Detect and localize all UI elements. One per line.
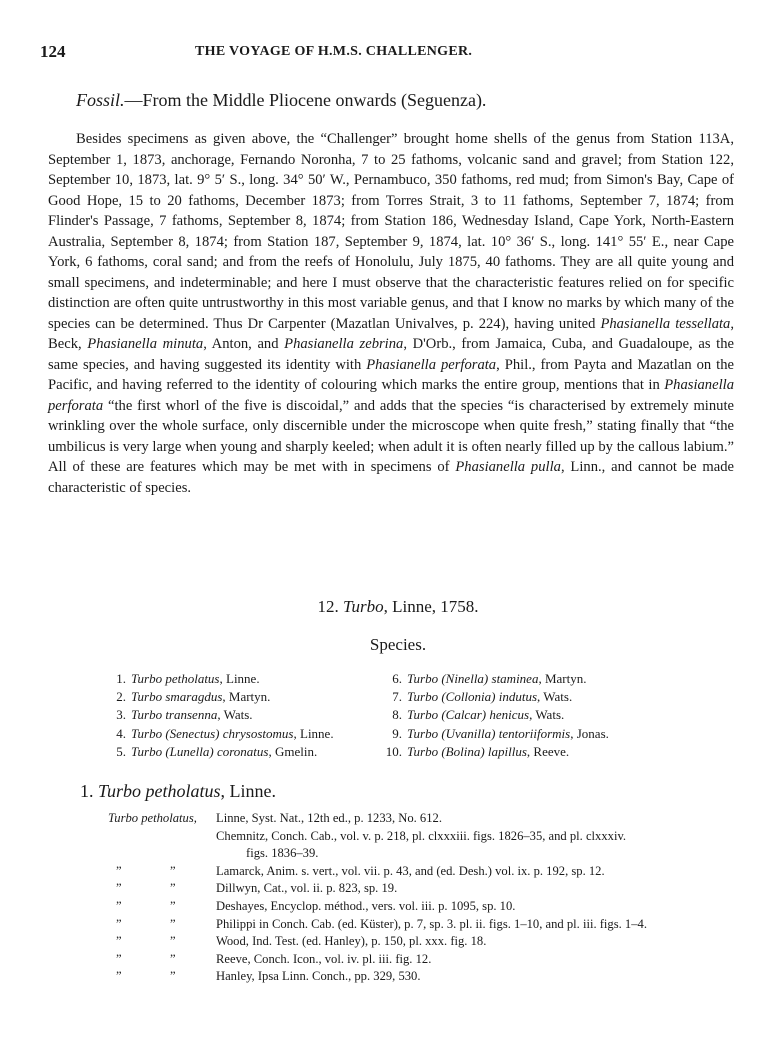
ditto-mark: ” xyxy=(170,881,176,896)
synonym-reference: Dillwyn, Cat., vol. ii. p. 823, sp. 19. xyxy=(216,881,398,896)
species-name: Turbo (Collonia) indutus xyxy=(407,689,538,705)
ditto-mark: ” xyxy=(170,916,176,931)
ditto-mark: ” xyxy=(170,863,176,878)
genus-name: Turbo xyxy=(342,597,384,616)
species-name: Turbo (Lunella) coronatus xyxy=(131,743,269,759)
ditto-mark: ” xyxy=(116,916,122,931)
synonym-reference: Linne, Syst. Nat., 12th ed., p. 1233, No. 612. xyxy=(216,811,442,825)
ditto-mark: ” xyxy=(170,934,176,949)
genus-heading xyxy=(0,597,776,617)
ditto-marks xyxy=(108,863,216,881)
species-number: 9. xyxy=(392,725,402,741)
ditto-mark: ” xyxy=(116,898,122,913)
species-author: , Linne. xyxy=(293,725,334,741)
ditto-marks xyxy=(108,916,216,934)
species-name: Turbo petholatus xyxy=(131,671,220,686)
entry-number: 1. xyxy=(80,781,94,801)
species-name: Turbo (Bolina) lapillus xyxy=(407,743,527,759)
synonym-row xyxy=(108,828,748,846)
species-number: 2. xyxy=(116,689,126,705)
fossil-text: —From the Middle Pliocene onwards (Seguenza). xyxy=(124,90,487,110)
species-item xyxy=(108,725,408,743)
synonym-reference: Deshayes, Encyclop. méthod., vers. vol. iii. p. 1095, sp. 10. xyxy=(216,898,516,913)
running-title: THE VOYAGE OF H.M.S. CHALLENGER. xyxy=(195,44,473,59)
entry-author: , Linne. xyxy=(220,781,277,801)
text-run: , Phil., from Payta and Mazatlan on the Pacific, and having referred to the identity of colouring which marks the entire group, mentions that in xyxy=(48,356,734,393)
species-number: 4. xyxy=(116,725,126,741)
species-author: , Wats. xyxy=(529,707,565,723)
species-name: Turbo transenna xyxy=(131,707,218,723)
page-header xyxy=(40,42,740,64)
ditto-marks xyxy=(108,951,216,969)
species-number: 10. xyxy=(385,743,402,759)
species-number: 7. xyxy=(392,689,402,705)
species-author: , Jonas. xyxy=(570,725,609,741)
species-name: Turbo (Ninella) staminea xyxy=(407,671,539,686)
species-name: Phasianella perforata xyxy=(48,377,734,414)
page-number: 124 xyxy=(40,42,66,61)
species-author: , Linne. xyxy=(219,671,260,686)
synonym-name xyxy=(108,828,216,846)
synonym-row xyxy=(108,951,748,969)
synonym-row xyxy=(108,933,748,951)
species-name: Turbo smaragdus xyxy=(131,689,223,705)
synonym-row xyxy=(108,810,748,828)
ditto-marks xyxy=(108,968,216,986)
fossil-label: Fossil. xyxy=(76,90,125,110)
fossil-note xyxy=(76,90,486,111)
species-item xyxy=(108,706,408,724)
species-name: Phasianella minuta xyxy=(87,336,204,352)
synonym-reference: figs. 1836–39. xyxy=(246,846,319,861)
synonym-row xyxy=(108,845,748,863)
species-item xyxy=(378,743,698,761)
species-name: Turbo (Senectus) chrysostomus xyxy=(131,725,294,741)
ditto-mark: ” xyxy=(116,863,122,878)
species-name: Turbo (Calcar) henicus xyxy=(407,707,530,723)
text-run: “the first whorl of the five is discoidal,” and adds that the species “is characterised by extremely minute wrinkling over the whole surface, only discernible under the microscope when quite fresh,” stating finally that “the umbilicus is very large when young and sharply keeled; when adult it is often nearly filled up by the callous labium.” All of these are features which may be met with in specimens of xyxy=(48,397,734,475)
text-run: , Anton, and xyxy=(203,336,285,352)
entry-heading xyxy=(80,781,276,802)
species-heading: Species. xyxy=(369,635,427,654)
ditto-marks xyxy=(108,898,216,916)
ditto-marks xyxy=(108,933,216,951)
synonym-name: Turbo petholatus, xyxy=(108,811,197,825)
text-run: , D'Orb., from Jamaica, Cuba, and Guadaloupe, as the same species, and having suggested its identity with xyxy=(48,336,734,373)
synonym-reference: Lamarck, Anim. s. vert., vol. vii. p. 43, and (ed. Desh.) vol. ix. p. 192, sp. 12. xyxy=(216,863,605,878)
ditto-mark: ” xyxy=(170,951,176,966)
species-author: , Gmelin. xyxy=(268,743,318,759)
species-number: 8. xyxy=(392,707,402,723)
ditto-mark: ” xyxy=(116,951,122,966)
species-name: Phasianella tessellata xyxy=(600,315,731,332)
ditto-mark: ” xyxy=(116,934,122,949)
species-number: 6. xyxy=(392,671,402,686)
species-name: Phasianella zebrina xyxy=(284,336,404,352)
synonym-row xyxy=(108,968,748,986)
species-author: , Martyn. xyxy=(538,671,587,686)
species-number: 5. xyxy=(116,743,126,759)
synonym-reference: Chemnitz, Conch. Cab., vol. v. p. 218, pl. clxxxiii. figs. 1826–35, and pl. clxxxiv. xyxy=(216,828,627,843)
synonym-reference: Philippi in Conch. Cab. (ed. Küster), p. 7, sp. 3. pl. ii. figs. 1–10, and pl. iii. figs. 1–4. xyxy=(216,916,647,931)
species-name: Turbo (Uvanilla) tentoriiformis xyxy=(407,725,571,741)
synonym-reference: Wood, Ind. Test. (ed. Hanley), p. 150, pl. xxx. fig. 18. xyxy=(216,934,487,949)
text-run: , Beck, xyxy=(48,315,735,352)
synonym-reference: Hanley, Ipsa Linn. Conch., pp. 329, 530. xyxy=(216,969,421,984)
ditto-marks xyxy=(108,880,216,898)
text-run: Besides specimens as given above, the “Challenger” brought home shells of the genus from Station 113A, September 1, 1873, anchorage, Fernando Noronha, 7 to 25 fathoms, volcanic sand and gravel; from Station 122, September 10, 1873, lat. 9° 5′ S., long. 34° 50′ W., Pernambuco, 350 fathoms, red mud; from Simon's Bay, Cape of Good Hope, 15 to 20 fathoms, December 1873; from Torres Strait, 3 to 11 fathoms, September 7, 1874; from Flinder's Passage, 7 fathoms, September 8, 1874; from Station 186, Wednesday Island, Cape York, North-Eastern Australia, September 8, 1874; from Station 187, September 9, 1874, lat. 10° 36′ S., long. 141° 55′ E., near Cape York, 6 fathoms, coral sand; and from the reefs of Honolulu, July 1875, 40 fathoms. They are all quite young and small specimens, and indeterminable; and here I must observe that the characteristic features relied on for specific distinction are often quite untrustworthy in this most variable genus, and that I know no marks by which many of the species can be determined. Thus Dr Carpenter (Mazatlan Univalves, p. 224), having united xyxy=(48,131,734,332)
ditto-mark: ” xyxy=(116,969,122,984)
species-number: 1. xyxy=(116,671,126,686)
species-item xyxy=(378,670,698,688)
ditto-mark: ” xyxy=(170,969,176,984)
species-author: , Martyn. xyxy=(222,689,271,705)
synonym-row xyxy=(108,916,748,934)
genus-author: , Linne, 1758. xyxy=(383,597,479,616)
synonym-reference: Reeve, Conch. Icon., vol. iv. pl. iii. fig. 12. xyxy=(216,951,432,966)
species-author: , Wats. xyxy=(537,689,573,705)
ditto-mark: ” xyxy=(116,881,122,896)
species-author: , Wats. xyxy=(217,707,253,723)
species-item xyxy=(378,706,698,724)
species-item xyxy=(378,725,698,743)
synonymy-list xyxy=(108,810,748,986)
synonym-row xyxy=(108,898,748,916)
synonym-row xyxy=(108,880,748,898)
species-list-right xyxy=(378,670,698,761)
text-run: , Linn., and cannot be made characteristic of species. xyxy=(48,459,734,496)
genus-number: 12. xyxy=(317,597,339,616)
species-item xyxy=(108,743,408,761)
species-item xyxy=(108,688,408,706)
body-paragraph xyxy=(48,129,734,498)
species-name: Phasianella perforata xyxy=(366,356,497,373)
species-number: 3. xyxy=(116,707,126,723)
species-item xyxy=(108,670,408,688)
entry-name: Turbo petholatus xyxy=(98,781,221,801)
species-name: Phasianella pulla xyxy=(455,459,561,475)
species-author: , Reeve. xyxy=(526,743,570,759)
synonym-row xyxy=(108,863,748,881)
ditto-mark: ” xyxy=(170,898,176,913)
species-list-left xyxy=(108,670,408,761)
species-item xyxy=(378,688,698,706)
